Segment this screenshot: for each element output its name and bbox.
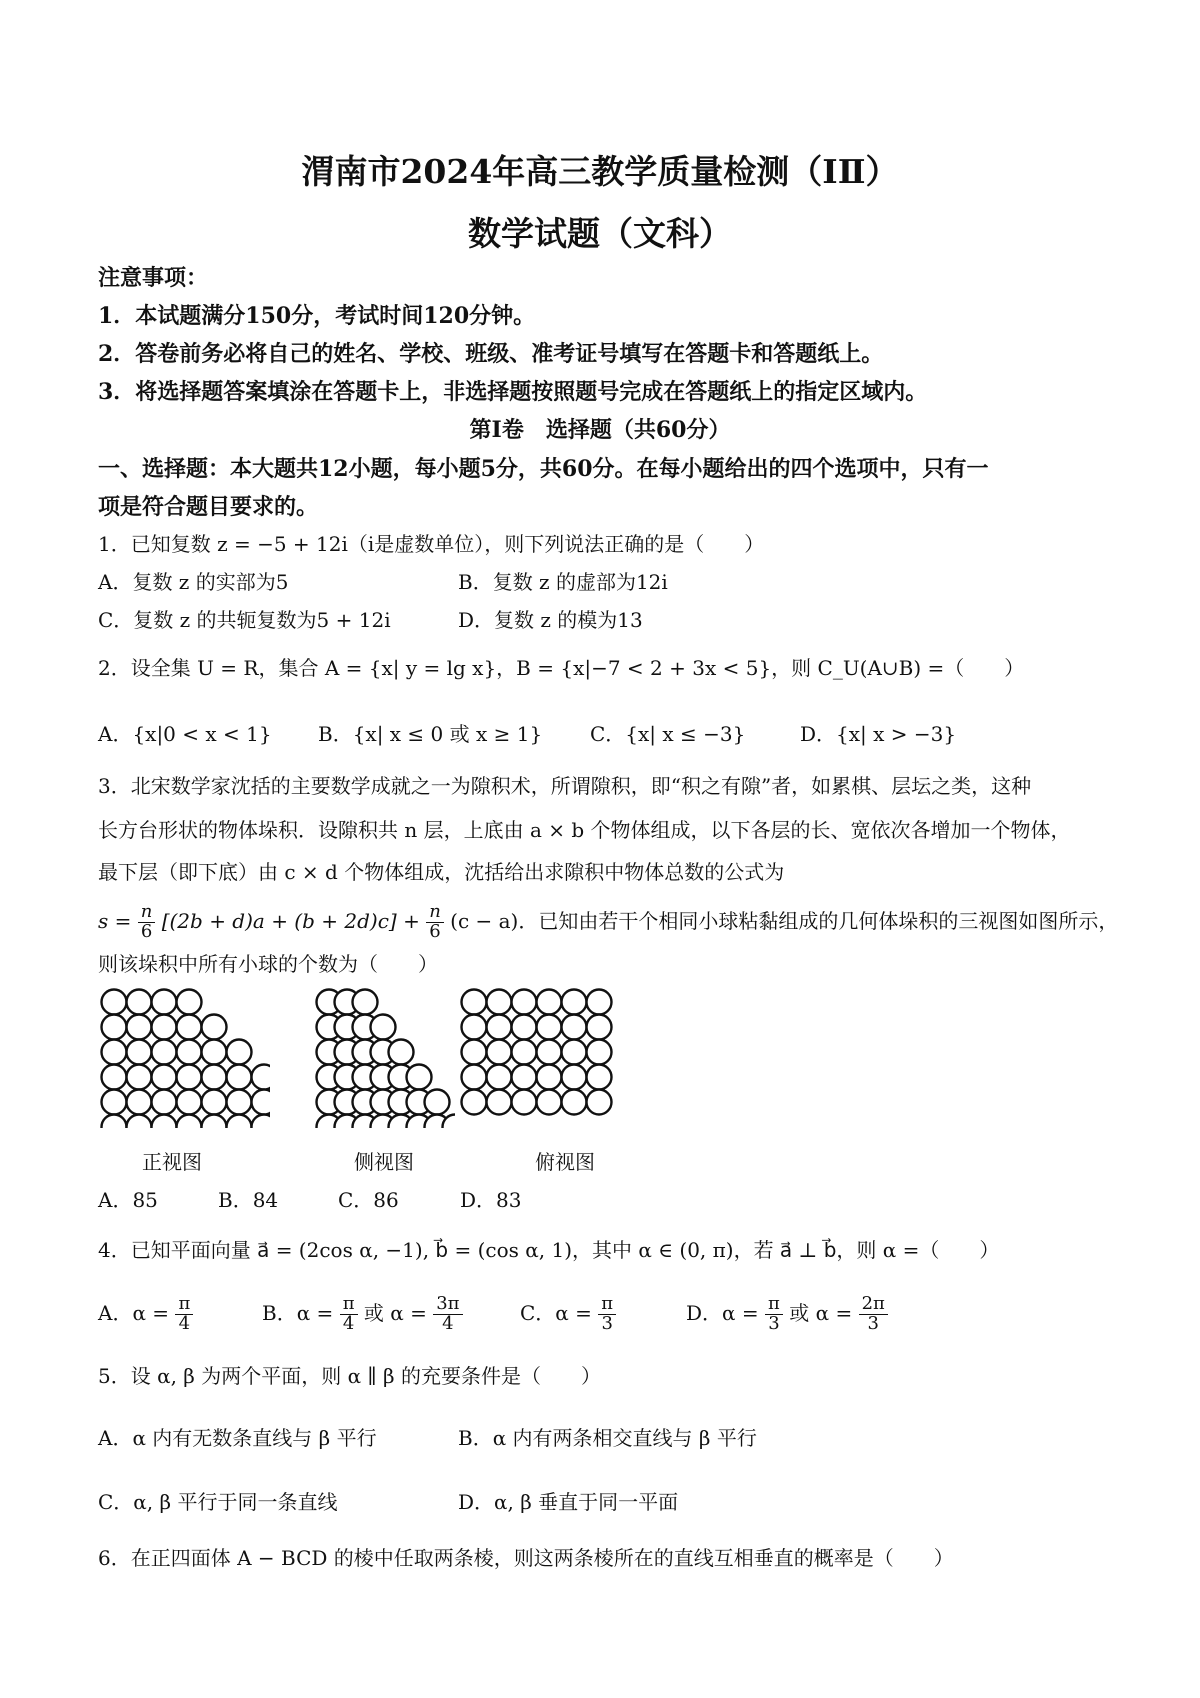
- option-d-prefix: D．α =: [686, 1301, 759, 1325]
- ball-circle: [512, 1065, 537, 1090]
- ball-circle: [587, 1040, 612, 1065]
- ball-circle: [202, 1040, 227, 1065]
- fraction-numerator: π: [765, 1295, 783, 1315]
- fraction-numerator: 2π: [859, 1295, 888, 1315]
- ball-circle: [102, 1115, 127, 1129]
- fraction-denominator: 3: [768, 1313, 780, 1334]
- ball-circle: [487, 1090, 512, 1115]
- ball-circle: [102, 1090, 127, 1115]
- fraction-numerator: n: [426, 903, 444, 923]
- ball-circle: [127, 1065, 152, 1090]
- q4-stem: 4．已知平面向量 a⃗ = (2cos α, −1), b⃗ = (cos α, 1)，其中 α ∈ (0, π)，若 a⃗ ⊥ b⃗，则 α =（ ）: [98, 1238, 1000, 1262]
- ball-circle: [512, 1040, 537, 1065]
- q2-option-a: A．{x|0 < x < 1}: [98, 722, 272, 746]
- q3-line-5: 则该垛积中所有小球的个数为（ ）: [98, 952, 438, 976]
- q3-option-c: C．86: [338, 1188, 399, 1212]
- fraction-pi-over-4: [175, 1295, 193, 1334]
- ball-circle: [127, 1115, 152, 1129]
- ball-circle: [102, 1015, 127, 1040]
- ball-circle: [127, 1015, 152, 1040]
- ball-circle: [252, 1090, 271, 1115]
- formula-bracket-term: [(2b + d)a + (b + 2d)c] +: [161, 909, 420, 933]
- fraction-denominator: 4: [442, 1313, 454, 1334]
- side-view-figure: [315, 988, 455, 1128]
- q5-option-d: D．α, β 垂直于同一平面: [458, 1490, 679, 1514]
- ball-circle: [127, 1090, 152, 1115]
- fraction-denominator: 6: [429, 921, 441, 942]
- ball-circle: [537, 1015, 562, 1040]
- fraction-pi-over-3: [765, 1295, 783, 1334]
- q1-option-a: A．复数 z 的实部为5: [98, 570, 289, 594]
- ball-circle: [127, 990, 152, 1015]
- ball-circle: [562, 1040, 587, 1065]
- fraction-3pi-over-4: [433, 1295, 462, 1334]
- q4-option-d: [686, 1286, 888, 1340]
- ball-circle: [562, 1015, 587, 1040]
- q1-stem: 1．已知复数 z = −5 + 12i（i是虚数单位），则下列说法正确的是（ ）: [98, 532, 765, 556]
- ball-circle: [177, 1090, 202, 1115]
- ball-circle: [202, 1115, 227, 1129]
- ball-circle: [407, 1065, 432, 1090]
- q3-option-b: B．84: [218, 1188, 279, 1212]
- q2-stem: 2．设全集 U = R，集合 A = {x| y = lg x}，B = {x|−7 < 2 + 3x < 5}，则 C_U(A∪B) =（ ）: [98, 656, 1025, 680]
- option-b-prefix: B．α =: [262, 1301, 334, 1325]
- fraction-numerator: π: [175, 1295, 193, 1315]
- ball-circle: [177, 990, 202, 1015]
- front-view-figure: [100, 988, 270, 1128]
- ball-circle: [152, 1040, 177, 1065]
- ball-circle: [177, 1040, 202, 1065]
- ball-circle: [487, 1015, 512, 1040]
- q4-option-c: [520, 1286, 616, 1340]
- ball-circle: [371, 1015, 396, 1040]
- ball-circle: [487, 990, 512, 1015]
- ball-circle: [487, 1065, 512, 1090]
- q5-option-b: B．α 内有两条相交直线与 β 平行: [458, 1426, 757, 1450]
- fraction-denominator: 4: [178, 1313, 191, 1334]
- q4-option-a: [98, 1286, 193, 1340]
- q1-option-b: B．复数 z 的虚部为12i: [458, 570, 668, 594]
- page-subtitle: 数学试题（文科）: [468, 214, 732, 253]
- ball-circle: [562, 1065, 587, 1090]
- section-intro-line-1: 一、选择题：本大题共12小题，每小题5分，共60分。在每小题给出的四个选项中，只有一: [98, 456, 989, 482]
- ball-circle: [587, 1065, 612, 1090]
- q3-option-d: D．83: [460, 1188, 522, 1212]
- q5-option-c: C．α, β 平行于同一条直线: [98, 1490, 338, 1514]
- ball-circle: [389, 1040, 414, 1065]
- top-view-label: 俯视图: [535, 1150, 595, 1174]
- ball-circle: [227, 1065, 252, 1090]
- fraction-n-over-6: [138, 903, 156, 942]
- ball-circle: [562, 990, 587, 1015]
- fraction-pi-over-4: [340, 1295, 358, 1334]
- notice-heading: 注意事项：: [98, 265, 209, 291]
- formula-tail: (c − a)．已知由若干个相同小球粘黏组成的几何体垛积的三视图如图所示，: [450, 909, 1119, 933]
- option-a-prefix: A．α =: [98, 1301, 170, 1325]
- ball-circle: [587, 1090, 612, 1115]
- ball-circle: [537, 1065, 562, 1090]
- ball-circle: [177, 1115, 202, 1129]
- ball-circle: [102, 1040, 127, 1065]
- q5-stem: 5．设 α, β 为两个平面，则 α ∥ β 的充要条件是（ ）: [98, 1364, 601, 1388]
- ball-circle: [462, 1040, 487, 1065]
- ball-circle: [587, 990, 612, 1015]
- fraction-numerator: π: [598, 1295, 616, 1315]
- ball-circle: [227, 1040, 252, 1065]
- section-intro-line-2: 项是符合题目要求的。: [98, 494, 319, 520]
- ball-circle: [177, 1065, 202, 1090]
- ball-circle: [462, 1065, 487, 1090]
- ball-circle: [537, 990, 562, 1015]
- fraction-denominator: 6: [140, 921, 153, 942]
- ball-circle: [127, 1040, 152, 1065]
- fraction-2pi-over-3: [859, 1295, 888, 1334]
- ball-circle: [353, 990, 378, 1015]
- fraction-denominator: 3: [867, 1313, 879, 1334]
- fraction-numerator: π: [340, 1295, 358, 1315]
- q2-option-d: D．{x| x > −3}: [800, 722, 957, 746]
- ball-circle: [252, 1065, 271, 1090]
- notice-item-3: 3．将选择题答案填涂在答题卡上，非选择题按照题号完成在答题纸上的指定区域内。: [98, 379, 928, 405]
- fraction-numerator: n: [138, 903, 156, 923]
- ball-circle: [462, 990, 487, 1015]
- q3-formula-line: [98, 894, 1118, 948]
- q1-option-c: C．复数 z 的共轭复数为5 + 12i: [98, 608, 391, 632]
- fraction-denominator: 3: [601, 1313, 613, 1334]
- ball-circle: [177, 1015, 202, 1040]
- ball-circle: [152, 1065, 177, 1090]
- ball-circle: [512, 1090, 537, 1115]
- option-c-prefix: C．α =: [520, 1301, 592, 1325]
- section-title: 第I卷 选择题（共60分）: [469, 417, 731, 443]
- q3-option-a: A．85: [98, 1188, 158, 1212]
- ball-circle: [152, 990, 177, 1015]
- side-view-label: 侧视图: [354, 1150, 414, 1174]
- ball-circle: [587, 1015, 612, 1040]
- notice-item-1: 1．本试题满分150分，考试时间120分钟。: [98, 303, 536, 329]
- q4-option-b: [262, 1286, 463, 1340]
- option-b-or: 或 α =: [363, 1301, 427, 1325]
- notice-item-2: 2．答卷前务必将自己的姓名、学校、班级、准考证号填写在答题卡和答题纸上。: [98, 341, 884, 367]
- ball-circle: [562, 1090, 587, 1115]
- q1-option-d: D．复数 z 的模为13: [458, 608, 643, 632]
- q2-option-c: C．{x| x ≤ −3}: [590, 722, 746, 746]
- ball-circle: [102, 1065, 127, 1090]
- q3-line-1: 3．北宋数学家沈括的主要数学成就之一为隙积术，所谓隙积，即“积之有隙”者，如累棋、层坛之类，这种: [98, 774, 1032, 798]
- formula-s: s =: [98, 909, 132, 933]
- q6-stem: 6．在正四面体 A − BCD 的棱中任取两条棱，则这两条棱所在的直线互相垂直的概率是（ ）: [98, 1546, 954, 1570]
- ball-circle: [425, 1090, 450, 1115]
- fraction-numerator: 3π: [433, 1295, 462, 1315]
- ball-circle: [512, 990, 537, 1015]
- q3-line-2: 长方台形状的物体垛积．设隙积共 n 层，上底由 a × b 个物体组成，以下各层的长、宽依次各增加一个物体，: [98, 818, 1071, 842]
- ball-circle: [462, 1015, 487, 1040]
- ball-circle: [102, 990, 127, 1015]
- fraction-n-over-6-second: [426, 903, 444, 942]
- q5-option-a: A．α 内有无数条直线与 β 平行: [98, 1426, 377, 1450]
- q3-line-3: 最下层（即下底）由 c × d 个物体组成，沈括给出求隙积中物体总数的公式为: [98, 860, 785, 884]
- ball-circle: [537, 1040, 562, 1065]
- ball-circle: [462, 1090, 487, 1115]
- ball-circle: [512, 1015, 537, 1040]
- ball-circle: [202, 1065, 227, 1090]
- ball-circle: [487, 1040, 512, 1065]
- ball-circle: [252, 1115, 271, 1129]
- front-view-label: 正视图: [142, 1150, 202, 1174]
- ball-circle: [227, 1115, 252, 1129]
- ball-circle: [202, 1015, 227, 1040]
- ball-circle: [202, 1090, 227, 1115]
- ball-circle: [537, 1090, 562, 1115]
- option-d-or: 或 α =: [789, 1301, 853, 1325]
- page-title: 渭南市2024年高三教学质量检测（IⅡ）: [301, 152, 899, 191]
- top-view-figure: [460, 988, 630, 1128]
- ball-circle: [152, 1115, 177, 1129]
- fraction-denominator: 4: [342, 1313, 355, 1334]
- ball-circle: [152, 1090, 177, 1115]
- ball-circle: [227, 1090, 252, 1115]
- ball-circle: [152, 1015, 177, 1040]
- q2-option-b: B．{x| x ≤ 0 或 x ≥ 1}: [318, 722, 543, 746]
- fraction-pi-over-3: [598, 1295, 616, 1334]
